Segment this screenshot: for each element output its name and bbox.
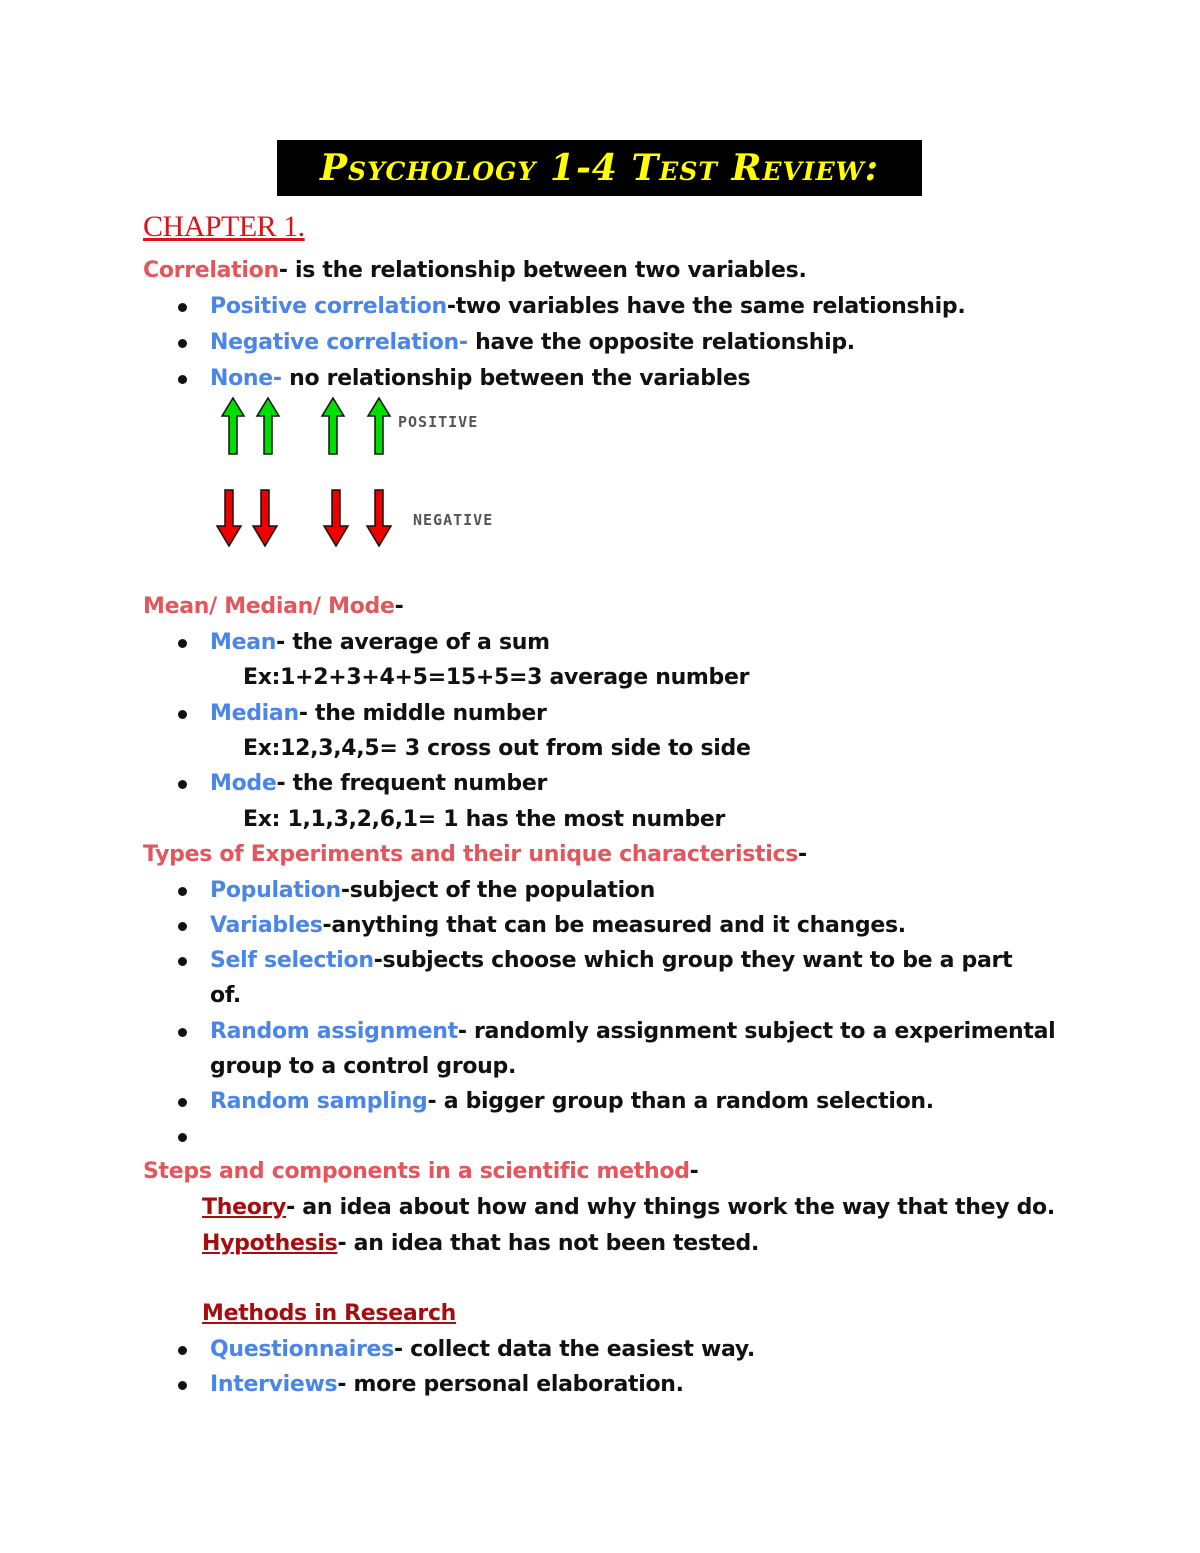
list-item [210,364,750,394]
down-arrow-icon [253,490,277,546]
definition: -subject of the population [340,878,655,903]
definition: -two variables have the same relationship. [446,294,966,319]
theory-term: Theory [202,1195,287,1220]
heading-suffix: - [394,594,404,619]
bullet [178,1346,187,1355]
down-arrow-icon [324,490,348,546]
list-item [210,946,1012,976]
hypothesis-line [202,1229,759,1259]
bullet [178,303,187,312]
bullet [178,710,187,719]
bullet [178,922,187,931]
term: Median [210,701,299,726]
definition: - the average of a sum [276,630,550,655]
term: Positive correlation [210,294,447,319]
section-heading: Steps and components in a scientific method [143,1159,690,1184]
definition: -anything that can be measured and it changes. [322,913,906,938]
up-arrow-icon [322,398,344,454]
list-item [210,699,547,729]
list-item [210,876,655,906]
bullet [178,1381,187,1390]
definition: no relationship between the variables [281,366,751,391]
up-arrow-icon [257,398,279,454]
term: Random sampling [210,1089,428,1114]
term: Mean [210,630,277,655]
definition-continued: of. [210,983,241,1008]
bullet [178,1133,187,1142]
definition: - the middle number [298,701,547,726]
section-heading: Types of Experiments and their unique characteristics [143,842,798,867]
bullet [178,780,187,789]
list-item [210,628,550,658]
bullet [178,339,187,348]
list-item [210,1017,1055,1047]
term: Population [210,878,341,903]
hypothesis-term: Hypothesis [202,1231,338,1256]
bullet [178,887,187,896]
definition: -subjects choose which group they want to be a part [373,948,1013,973]
list-item [210,292,965,322]
correlation-term: Correlation [143,258,279,283]
theory-definition: - an idea about how and why things work the way that they do. [286,1195,1055,1220]
example-text: Ex:12,3,4,5= 3 cross out from side to side [243,736,751,761]
definition: - randomly assignment subject to a experimental [457,1019,1056,1044]
definition: - the frequent number [276,771,548,796]
heading-suffix: - [689,1159,699,1184]
term: Self selection [210,948,374,973]
down-arrow-icon [367,490,391,546]
section-heading: Mean/ Median/ Mode [143,594,395,619]
up-arrow-icon [222,398,244,454]
definition: - a bigger group than a random selection. [427,1089,934,1114]
term: None- [210,366,282,391]
scientific-heading [143,1157,698,1187]
negative-label: NEGATIVE [413,511,494,529]
bullet [178,1098,187,1107]
hypothesis-definition: - an idea that has not been tested. [337,1231,760,1256]
term: Interviews [210,1372,338,1397]
down-arrow-icon [217,490,241,546]
term: Mode [210,771,277,796]
list-item [210,328,855,358]
definition: - collect data the easiest way. [393,1337,755,1362]
definition: have the opposite relationship. [467,330,855,355]
positive-label: POSITIVE [398,413,479,431]
up-arrow-icon [368,398,390,454]
theory-line [202,1193,1055,1223]
bullet [178,639,187,648]
example-text: Ex: 1,1,3,2,6,1= 1 has the most number [243,807,726,832]
title-banner [277,140,922,196]
list-item [210,1370,684,1400]
bullet [178,375,187,384]
term: Questionnaires [210,1337,394,1362]
experiments-heading [143,840,807,870]
list-item [210,1087,934,1117]
term: Negative correlation- [210,330,468,355]
list-item [210,1335,755,1365]
methods-heading: Methods in Research [202,1301,457,1326]
example-text: Ex:1+2+3+4+5=15+5=3 average number [243,665,750,690]
definition: - more personal elaboration. [337,1372,684,1397]
bullet [178,1028,187,1037]
heading-suffix: - [797,842,807,867]
page-title: Psychology 1-4 Test Review: [319,147,879,189]
chapter-heading: CHAPTER 1. [143,210,305,243]
correlation-definition: - is the relationship between two variables. [278,258,807,283]
mmm-heading [143,592,403,622]
list-item [210,911,906,941]
term: Variables [210,913,323,938]
term: Random assignment [210,1019,458,1044]
correlation-line [143,256,807,286]
bullet [178,957,187,966]
definition-continued: group to a control group. [210,1054,517,1079]
list-item [210,769,547,799]
